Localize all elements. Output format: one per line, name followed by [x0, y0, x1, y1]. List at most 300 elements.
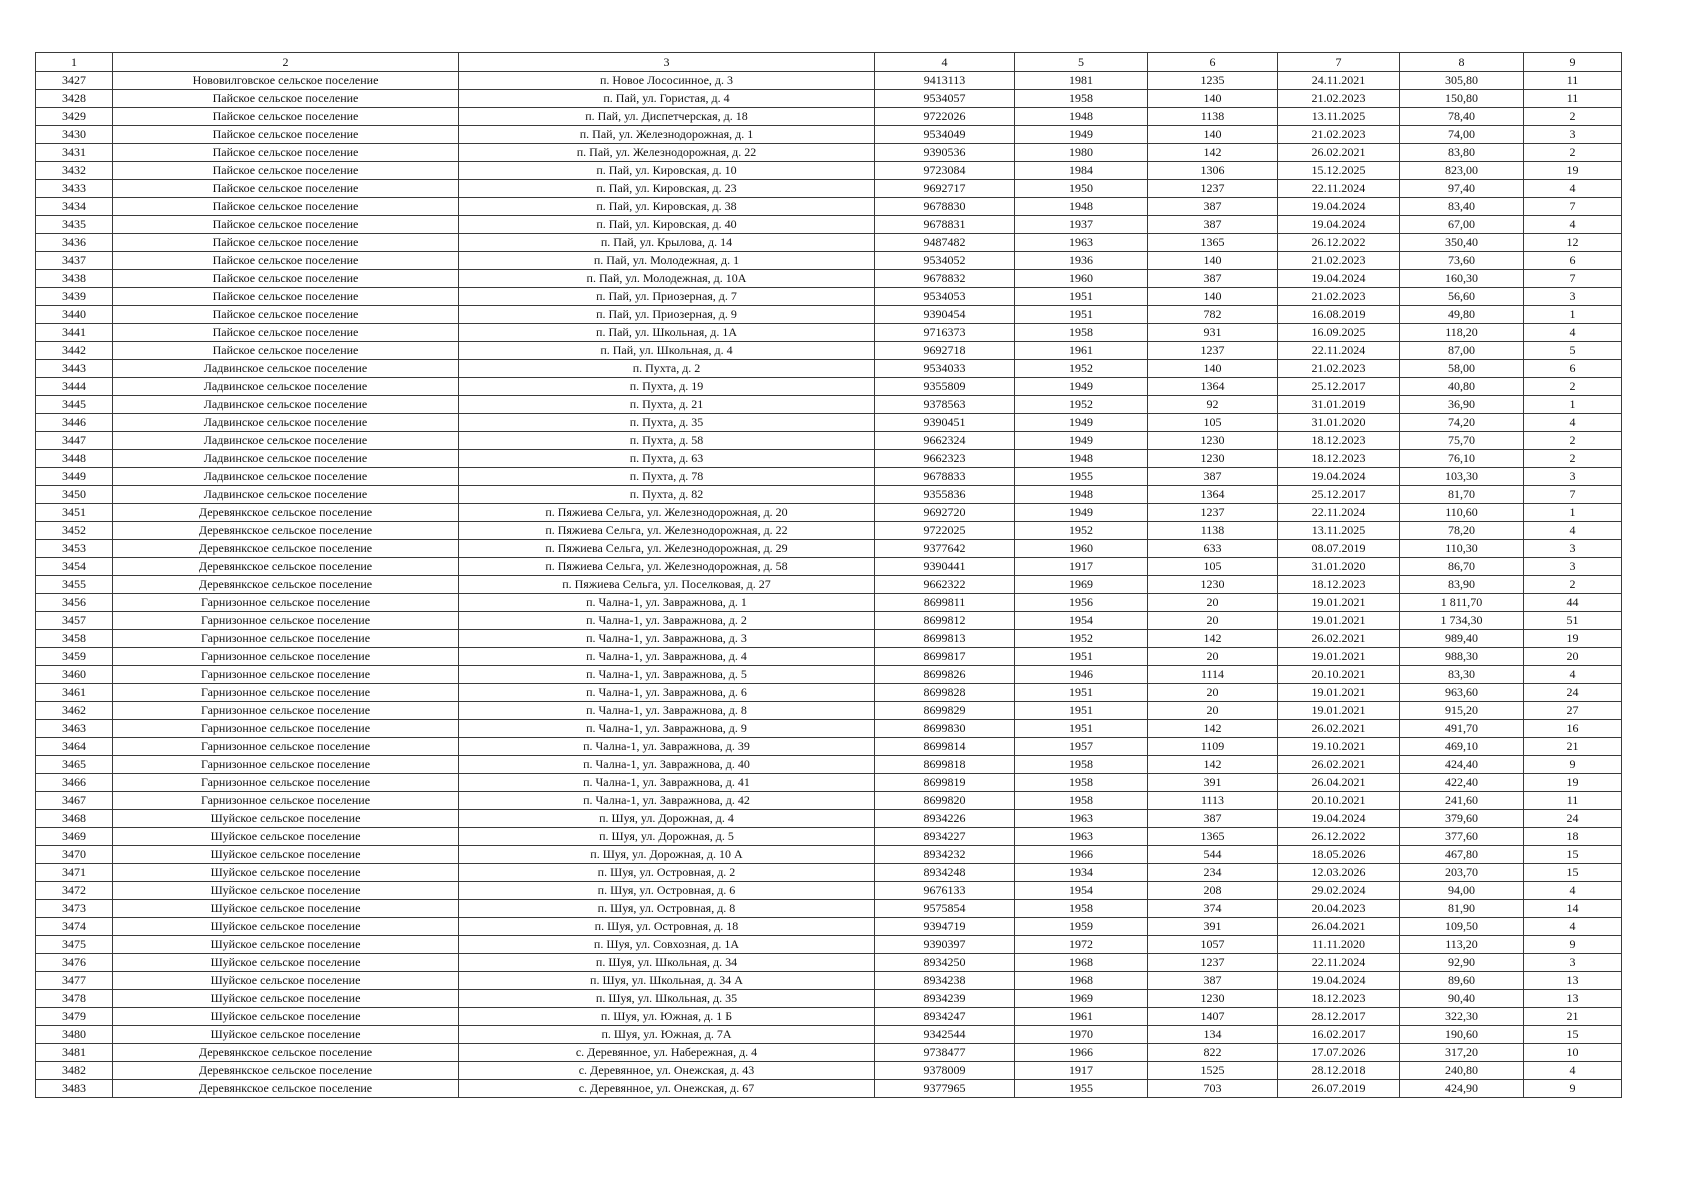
count-cell: 4 [1524, 882, 1622, 900]
area-cell: 467,80 [1400, 846, 1524, 864]
count-cell: 4 [1524, 180, 1622, 198]
document-number-cell: 391 [1148, 774, 1278, 792]
building-id-cell: 9662323 [875, 450, 1015, 468]
settlement-cell: Шуйское сельское поселение [113, 918, 459, 936]
header-row [36, 53, 1622, 72]
row-number-cell: 3428 [36, 90, 113, 108]
address-cell: п. Шуя, ул. Южная, д. 7А [459, 1026, 875, 1044]
year-cell: 1949 [1015, 378, 1148, 396]
address-cell: п. Пай, ул. Школьная, д. 1А [459, 324, 875, 342]
settlement-cell: Деревянкское сельское поселение [113, 540, 459, 558]
document-number-cell: 1237 [1148, 954, 1278, 972]
year-cell: 1917 [1015, 558, 1148, 576]
date-cell: 31.01.2020 [1278, 558, 1400, 576]
date-cell: 13.11.2025 [1278, 108, 1400, 126]
table-row [36, 342, 1622, 360]
year-cell: 1955 [1015, 1080, 1148, 1098]
building-id-cell: 9723084 [875, 162, 1015, 180]
year-cell: 1949 [1015, 126, 1148, 144]
year-cell: 1952 [1015, 522, 1148, 540]
area-cell: 76,10 [1400, 450, 1524, 468]
address-cell: п. Чална-1, ул. Завражнова, д. 41 [459, 774, 875, 792]
year-cell: 1969 [1015, 990, 1148, 1008]
table-row [36, 450, 1622, 468]
table-body [36, 72, 1622, 1098]
document-number-cell: 387 [1148, 810, 1278, 828]
date-cell: 19.04.2024 [1278, 468, 1400, 486]
year-cell: 1963 [1015, 810, 1148, 828]
date-cell: 22.11.2024 [1278, 180, 1400, 198]
settlement-cell: Шуйское сельское поселение [113, 828, 459, 846]
building-id-cell: 9575854 [875, 900, 1015, 918]
area-cell: 73,60 [1400, 252, 1524, 270]
count-cell: 15 [1524, 1026, 1622, 1044]
year-cell: 1952 [1015, 630, 1148, 648]
area-cell: 36,90 [1400, 396, 1524, 414]
count-cell: 4 [1524, 1062, 1622, 1080]
area-cell: 78,40 [1400, 108, 1524, 126]
building-id-cell: 9390451 [875, 414, 1015, 432]
area-cell: 377,60 [1400, 828, 1524, 846]
date-cell: 18.12.2023 [1278, 450, 1400, 468]
settlement-cell: Гарнизонное сельское поселение [113, 738, 459, 756]
address-cell: п. Пай, ул. Гористая, д. 4 [459, 90, 875, 108]
date-cell: 19.10.2021 [1278, 738, 1400, 756]
settlement-cell: Пайское сельское поселение [113, 108, 459, 126]
settlement-cell: Шуйское сельское поселение [113, 810, 459, 828]
document-number-cell: 1230 [1148, 432, 1278, 450]
year-cell: 1969 [1015, 576, 1148, 594]
count-cell: 11 [1524, 90, 1622, 108]
settlement-cell: Шуйское сельское поселение [113, 990, 459, 1008]
table-row [36, 630, 1622, 648]
area-cell: 491,70 [1400, 720, 1524, 738]
table-row [36, 954, 1622, 972]
year-cell: 1954 [1015, 882, 1148, 900]
row-number-cell: 3472 [36, 882, 113, 900]
date-cell: 24.11.2021 [1278, 72, 1400, 90]
settlement-cell: Гарнизонное сельское поселение [113, 684, 459, 702]
settlement-cell: Гарнизонное сельское поселение [113, 648, 459, 666]
settlement-cell: Гарнизонное сельское поселение [113, 756, 459, 774]
building-id-cell: 9390441 [875, 558, 1015, 576]
area-cell: 74,20 [1400, 414, 1524, 432]
year-cell: 1958 [1015, 756, 1148, 774]
address-cell: п. Пай, ул. Крылова, д. 14 [459, 234, 875, 252]
building-id-cell: 9676133 [875, 882, 1015, 900]
count-cell: 12 [1524, 234, 1622, 252]
settlement-cell: Пайское сельское поселение [113, 144, 459, 162]
document-number-cell: 1306 [1148, 162, 1278, 180]
building-id-cell: 9534053 [875, 288, 1015, 306]
date-cell: 26.02.2021 [1278, 720, 1400, 738]
column-header: 6 [1148, 53, 1278, 72]
table-row [36, 396, 1622, 414]
count-cell: 21 [1524, 1008, 1622, 1026]
area-cell: 823,00 [1400, 162, 1524, 180]
year-cell: 1981 [1015, 72, 1148, 90]
address-cell: п. Шуя, ул. Дорожная, д. 10 А [459, 846, 875, 864]
area-cell: 322,30 [1400, 1008, 1524, 1026]
table-row [36, 378, 1622, 396]
column-header: 1 [36, 53, 113, 72]
year-cell: 1980 [1015, 144, 1148, 162]
date-cell: 19.01.2021 [1278, 612, 1400, 630]
settlement-cell: Пайское сельское поселение [113, 306, 459, 324]
count-cell: 9 [1524, 936, 1622, 954]
address-cell: п. Пухта, д. 58 [459, 432, 875, 450]
table-row [36, 1044, 1622, 1062]
document-number-cell: 92 [1148, 396, 1278, 414]
column-header: 5 [1015, 53, 1148, 72]
building-id-cell: 8699811 [875, 594, 1015, 612]
date-cell: 19.04.2024 [1278, 810, 1400, 828]
building-id-cell: 9342544 [875, 1026, 1015, 1044]
table-row [36, 180, 1622, 198]
area-cell: 81,70 [1400, 486, 1524, 504]
area-cell: 317,20 [1400, 1044, 1524, 1062]
date-cell: 18.12.2023 [1278, 432, 1400, 450]
year-cell: 1970 [1015, 1026, 1148, 1044]
year-cell: 1952 [1015, 360, 1148, 378]
area-cell: 1 734,30 [1400, 612, 1524, 630]
building-id-cell: 9678832 [875, 270, 1015, 288]
table-row [36, 846, 1622, 864]
settlement-cell: Ладвинское сельское поселение [113, 432, 459, 450]
year-cell: 1958 [1015, 900, 1148, 918]
document-number-cell: 1057 [1148, 936, 1278, 954]
year-cell: 1960 [1015, 540, 1148, 558]
count-cell: 1 [1524, 306, 1622, 324]
building-id-cell: 8699826 [875, 666, 1015, 684]
settlement-cell: Пайское сельское поселение [113, 270, 459, 288]
area-cell: 469,10 [1400, 738, 1524, 756]
document-number-cell: 140 [1148, 90, 1278, 108]
date-cell: 19.01.2021 [1278, 648, 1400, 666]
date-cell: 28.12.2018 [1278, 1062, 1400, 1080]
building-id-cell: 9378563 [875, 396, 1015, 414]
address-cell: п. Шуя, ул. Островная, д. 8 [459, 900, 875, 918]
settlement-cell: Ладвинское сельское поселение [113, 468, 459, 486]
count-cell: 20 [1524, 648, 1622, 666]
table-row [36, 558, 1622, 576]
area-cell: 67,00 [1400, 216, 1524, 234]
count-cell: 15 [1524, 864, 1622, 882]
document-number-cell: 142 [1148, 720, 1278, 738]
row-number-cell: 3437 [36, 252, 113, 270]
count-cell: 18 [1524, 828, 1622, 846]
date-cell: 19.01.2021 [1278, 594, 1400, 612]
settlement-cell: Шуйское сельское поселение [113, 864, 459, 882]
count-cell: 44 [1524, 594, 1622, 612]
row-number-cell: 3439 [36, 288, 113, 306]
settlement-cell: Шуйское сельское поселение [113, 1008, 459, 1026]
table-row [36, 108, 1622, 126]
year-cell: 1949 [1015, 432, 1148, 450]
document-number-cell: 140 [1148, 360, 1278, 378]
area-cell: 83,90 [1400, 576, 1524, 594]
date-cell: 31.01.2020 [1278, 414, 1400, 432]
area-cell: 49,80 [1400, 306, 1524, 324]
building-id-cell: 9378009 [875, 1062, 1015, 1080]
document-number-cell: 134 [1148, 1026, 1278, 1044]
building-id-cell: 9413113 [875, 72, 1015, 90]
area-cell: 240,80 [1400, 1062, 1524, 1080]
row-number-cell: 3449 [36, 468, 113, 486]
date-cell: 19.01.2021 [1278, 702, 1400, 720]
document-number-cell: 1237 [1148, 504, 1278, 522]
count-cell: 3 [1524, 540, 1622, 558]
count-cell: 13 [1524, 990, 1622, 1008]
table-row [36, 324, 1622, 342]
table-row [36, 234, 1622, 252]
row-number-cell: 3433 [36, 180, 113, 198]
address-cell: п. Пай, ул. Железнодорожная, д. 22 [459, 144, 875, 162]
row-number-cell: 3445 [36, 396, 113, 414]
row-number-cell: 3481 [36, 1044, 113, 1062]
address-cell: п. Шуя, ул. Дорожная, д. 5 [459, 828, 875, 846]
building-id-cell: 9738477 [875, 1044, 1015, 1062]
address-cell: п. Шуя, ул. Школьная, д. 35 [459, 990, 875, 1008]
settlement-cell: Ладвинское сельское поселение [113, 396, 459, 414]
area-cell: 75,70 [1400, 432, 1524, 450]
table-row [36, 774, 1622, 792]
building-id-cell: 9355809 [875, 378, 1015, 396]
address-cell: п. Шуя, ул. Школьная, д. 34 А [459, 972, 875, 990]
row-number-cell: 3475 [36, 936, 113, 954]
count-cell: 4 [1524, 522, 1622, 540]
area-cell: 989,40 [1400, 630, 1524, 648]
row-number-cell: 3440 [36, 306, 113, 324]
address-cell: п. Пухта, д. 21 [459, 396, 875, 414]
count-cell: 1 [1524, 504, 1622, 522]
building-id-cell: 9662324 [875, 432, 1015, 450]
area-cell: 379,60 [1400, 810, 1524, 828]
document-number-cell: 1138 [1148, 522, 1278, 540]
table-row [36, 468, 1622, 486]
address-cell: п. Чална-1, ул. Завражнова, д. 6 [459, 684, 875, 702]
row-number-cell: 3450 [36, 486, 113, 504]
document-number-cell: 1230 [1148, 450, 1278, 468]
area-cell: 241,60 [1400, 792, 1524, 810]
document-number-cell: 387 [1148, 216, 1278, 234]
date-cell: 19.01.2021 [1278, 684, 1400, 702]
table-row [36, 432, 1622, 450]
address-cell: п. Пяжиева Сельга, ул. Железнодорожная, д. 58 [459, 558, 875, 576]
row-number-cell: 3476 [36, 954, 113, 972]
settlement-cell: Пайское сельское поселение [113, 342, 459, 360]
address-cell: п. Шуя, ул. Дорожная, д. 4 [459, 810, 875, 828]
area-cell: 203,70 [1400, 864, 1524, 882]
address-cell: п. Чална-1, ул. Завражнова, д. 4 [459, 648, 875, 666]
address-cell: п. Шуя, ул. Островная, д. 6 [459, 882, 875, 900]
area-cell: 305,80 [1400, 72, 1524, 90]
count-cell: 4 [1524, 666, 1622, 684]
settlement-cell: Деревянкское сельское поселение [113, 1062, 459, 1080]
address-cell: п. Пай, ул. Приозерная, д. 7 [459, 288, 875, 306]
table-row [36, 720, 1622, 738]
document-number-cell: 387 [1148, 198, 1278, 216]
settlement-cell: Пайское сельское поселение [113, 126, 459, 144]
building-id-cell: 9487482 [875, 234, 1015, 252]
row-number-cell: 3427 [36, 72, 113, 90]
settlement-cell: Деревянкское сельское поселение [113, 1080, 459, 1098]
settlement-cell: Гарнизонное сельское поселение [113, 720, 459, 738]
building-id-cell: 9534057 [875, 90, 1015, 108]
count-cell: 19 [1524, 774, 1622, 792]
row-number-cell: 3438 [36, 270, 113, 288]
area-cell: 97,40 [1400, 180, 1524, 198]
address-cell: п. Шуя, ул. Островная, д. 2 [459, 864, 875, 882]
year-cell: 1946 [1015, 666, 1148, 684]
date-cell: 21.02.2023 [1278, 288, 1400, 306]
building-id-cell: 9692720 [875, 504, 1015, 522]
year-cell: 1961 [1015, 342, 1148, 360]
settlement-cell: Пайское сельское поселение [113, 162, 459, 180]
row-number-cell: 3482 [36, 1062, 113, 1080]
count-cell: 2 [1524, 450, 1622, 468]
count-cell: 6 [1524, 252, 1622, 270]
settlement-cell: Гарнизонное сельское поселение [113, 792, 459, 810]
building-id-cell: 9390397 [875, 936, 1015, 954]
count-cell: 27 [1524, 702, 1622, 720]
count-cell: 4 [1524, 324, 1622, 342]
address-cell: п. Пай, ул. Кировская, д. 38 [459, 198, 875, 216]
count-cell: 7 [1524, 198, 1622, 216]
settlement-cell: Пайское сельское поселение [113, 216, 459, 234]
date-cell: 21.02.2023 [1278, 90, 1400, 108]
count-cell: 24 [1524, 684, 1622, 702]
area-cell: 74,00 [1400, 126, 1524, 144]
table-row [36, 414, 1622, 432]
area-cell: 89,60 [1400, 972, 1524, 990]
area-cell: 78,20 [1400, 522, 1524, 540]
count-cell: 5 [1524, 342, 1622, 360]
year-cell: 1957 [1015, 738, 1148, 756]
row-number-cell: 3446 [36, 414, 113, 432]
column-header: 9 [1524, 53, 1622, 72]
area-cell: 83,30 [1400, 666, 1524, 684]
document-number-cell: 140 [1148, 126, 1278, 144]
building-id-cell: 8699814 [875, 738, 1015, 756]
row-number-cell: 3463 [36, 720, 113, 738]
building-id-cell: 8934226 [875, 810, 1015, 828]
building-id-cell: 8934248 [875, 864, 1015, 882]
count-cell: 19 [1524, 630, 1622, 648]
address-cell: п. Пухта, д. 35 [459, 414, 875, 432]
date-cell: 26.04.2021 [1278, 918, 1400, 936]
date-cell: 26.12.2022 [1278, 234, 1400, 252]
settlement-cell: Гарнизонное сельское поселение [113, 774, 459, 792]
count-cell: 2 [1524, 144, 1622, 162]
area-cell: 110,60 [1400, 504, 1524, 522]
table-row [36, 612, 1622, 630]
address-cell: с. Деревянное, ул. Онежская, д. 43 [459, 1062, 875, 1080]
building-id-cell: 8934239 [875, 990, 1015, 1008]
building-id-cell: 9678831 [875, 216, 1015, 234]
document-number-cell: 1364 [1148, 486, 1278, 504]
document-number-cell: 1237 [1148, 180, 1278, 198]
row-number-cell: 3478 [36, 990, 113, 1008]
year-cell: 1949 [1015, 414, 1148, 432]
building-id-cell: 9692718 [875, 342, 1015, 360]
area-cell: 1 811,70 [1400, 594, 1524, 612]
settlement-cell: Пайское сельское поселение [113, 252, 459, 270]
year-cell: 1951 [1015, 684, 1148, 702]
document-number-cell: 140 [1148, 252, 1278, 270]
address-cell: п. Пай, ул. Молодежная, д. 1 [459, 252, 875, 270]
date-cell: 16.02.2017 [1278, 1026, 1400, 1044]
building-id-cell: 8699828 [875, 684, 1015, 702]
address-cell: п. Пай, ул. Железнодорожная, д. 1 [459, 126, 875, 144]
table-row [36, 756, 1622, 774]
building-id-cell: 9678830 [875, 198, 1015, 216]
building-id-cell: 9377642 [875, 540, 1015, 558]
row-number-cell: 3434 [36, 198, 113, 216]
year-cell: 1963 [1015, 828, 1148, 846]
row-number-cell: 3435 [36, 216, 113, 234]
table-row [36, 828, 1622, 846]
row-number-cell: 3452 [36, 522, 113, 540]
row-number-cell: 3451 [36, 504, 113, 522]
row-number-cell: 3457 [36, 612, 113, 630]
settlement-cell: Гарнизонное сельское поселение [113, 702, 459, 720]
date-cell: 15.12.2025 [1278, 162, 1400, 180]
count-cell: 7 [1524, 270, 1622, 288]
row-number-cell: 3480 [36, 1026, 113, 1044]
building-id-cell: 8699813 [875, 630, 1015, 648]
year-cell: 1952 [1015, 396, 1148, 414]
building-id-cell: 9722026 [875, 108, 1015, 126]
year-cell: 1984 [1015, 162, 1148, 180]
document-number-cell: 1364 [1148, 378, 1278, 396]
count-cell: 9 [1524, 1080, 1622, 1098]
address-cell: п. Чална-1, ул. Завражнова, д. 42 [459, 792, 875, 810]
document-number-cell: 234 [1148, 864, 1278, 882]
row-number-cell: 3462 [36, 702, 113, 720]
document-number-cell: 20 [1148, 594, 1278, 612]
document-page [35, 52, 1621, 1098]
settlement-cell: Ладвинское сельское поселение [113, 378, 459, 396]
year-cell: 1948 [1015, 450, 1148, 468]
settlement-cell: Шуйское сельское поселение [113, 936, 459, 954]
row-number-cell: 3429 [36, 108, 113, 126]
date-cell: 26.04.2021 [1278, 774, 1400, 792]
building-id-cell: 9716373 [875, 324, 1015, 342]
count-cell: 6 [1524, 360, 1622, 378]
area-cell: 160,30 [1400, 270, 1524, 288]
year-cell: 1951 [1015, 720, 1148, 738]
address-cell: п. Шуя, ул. Школьная, д. 34 [459, 954, 875, 972]
document-number-cell: 633 [1148, 540, 1278, 558]
settlement-cell: Деревянкское сельское поселение [113, 504, 459, 522]
document-number-cell: 20 [1148, 684, 1278, 702]
table-row [36, 1026, 1622, 1044]
table-row [36, 1062, 1622, 1080]
address-cell: п. Пухта, д. 2 [459, 360, 875, 378]
date-cell: 18.05.2026 [1278, 846, 1400, 864]
document-number-cell: 142 [1148, 756, 1278, 774]
area-cell: 94,00 [1400, 882, 1524, 900]
table-row [36, 1008, 1622, 1026]
table-row [36, 666, 1622, 684]
address-cell: п. Чална-1, ул. Завражнова, д. 39 [459, 738, 875, 756]
count-cell: 3 [1524, 126, 1622, 144]
area-cell: 109,50 [1400, 918, 1524, 936]
date-cell: 19.04.2024 [1278, 216, 1400, 234]
column-header: 3 [459, 53, 875, 72]
address-cell: п. Чална-1, ул. Завражнова, д. 1 [459, 594, 875, 612]
